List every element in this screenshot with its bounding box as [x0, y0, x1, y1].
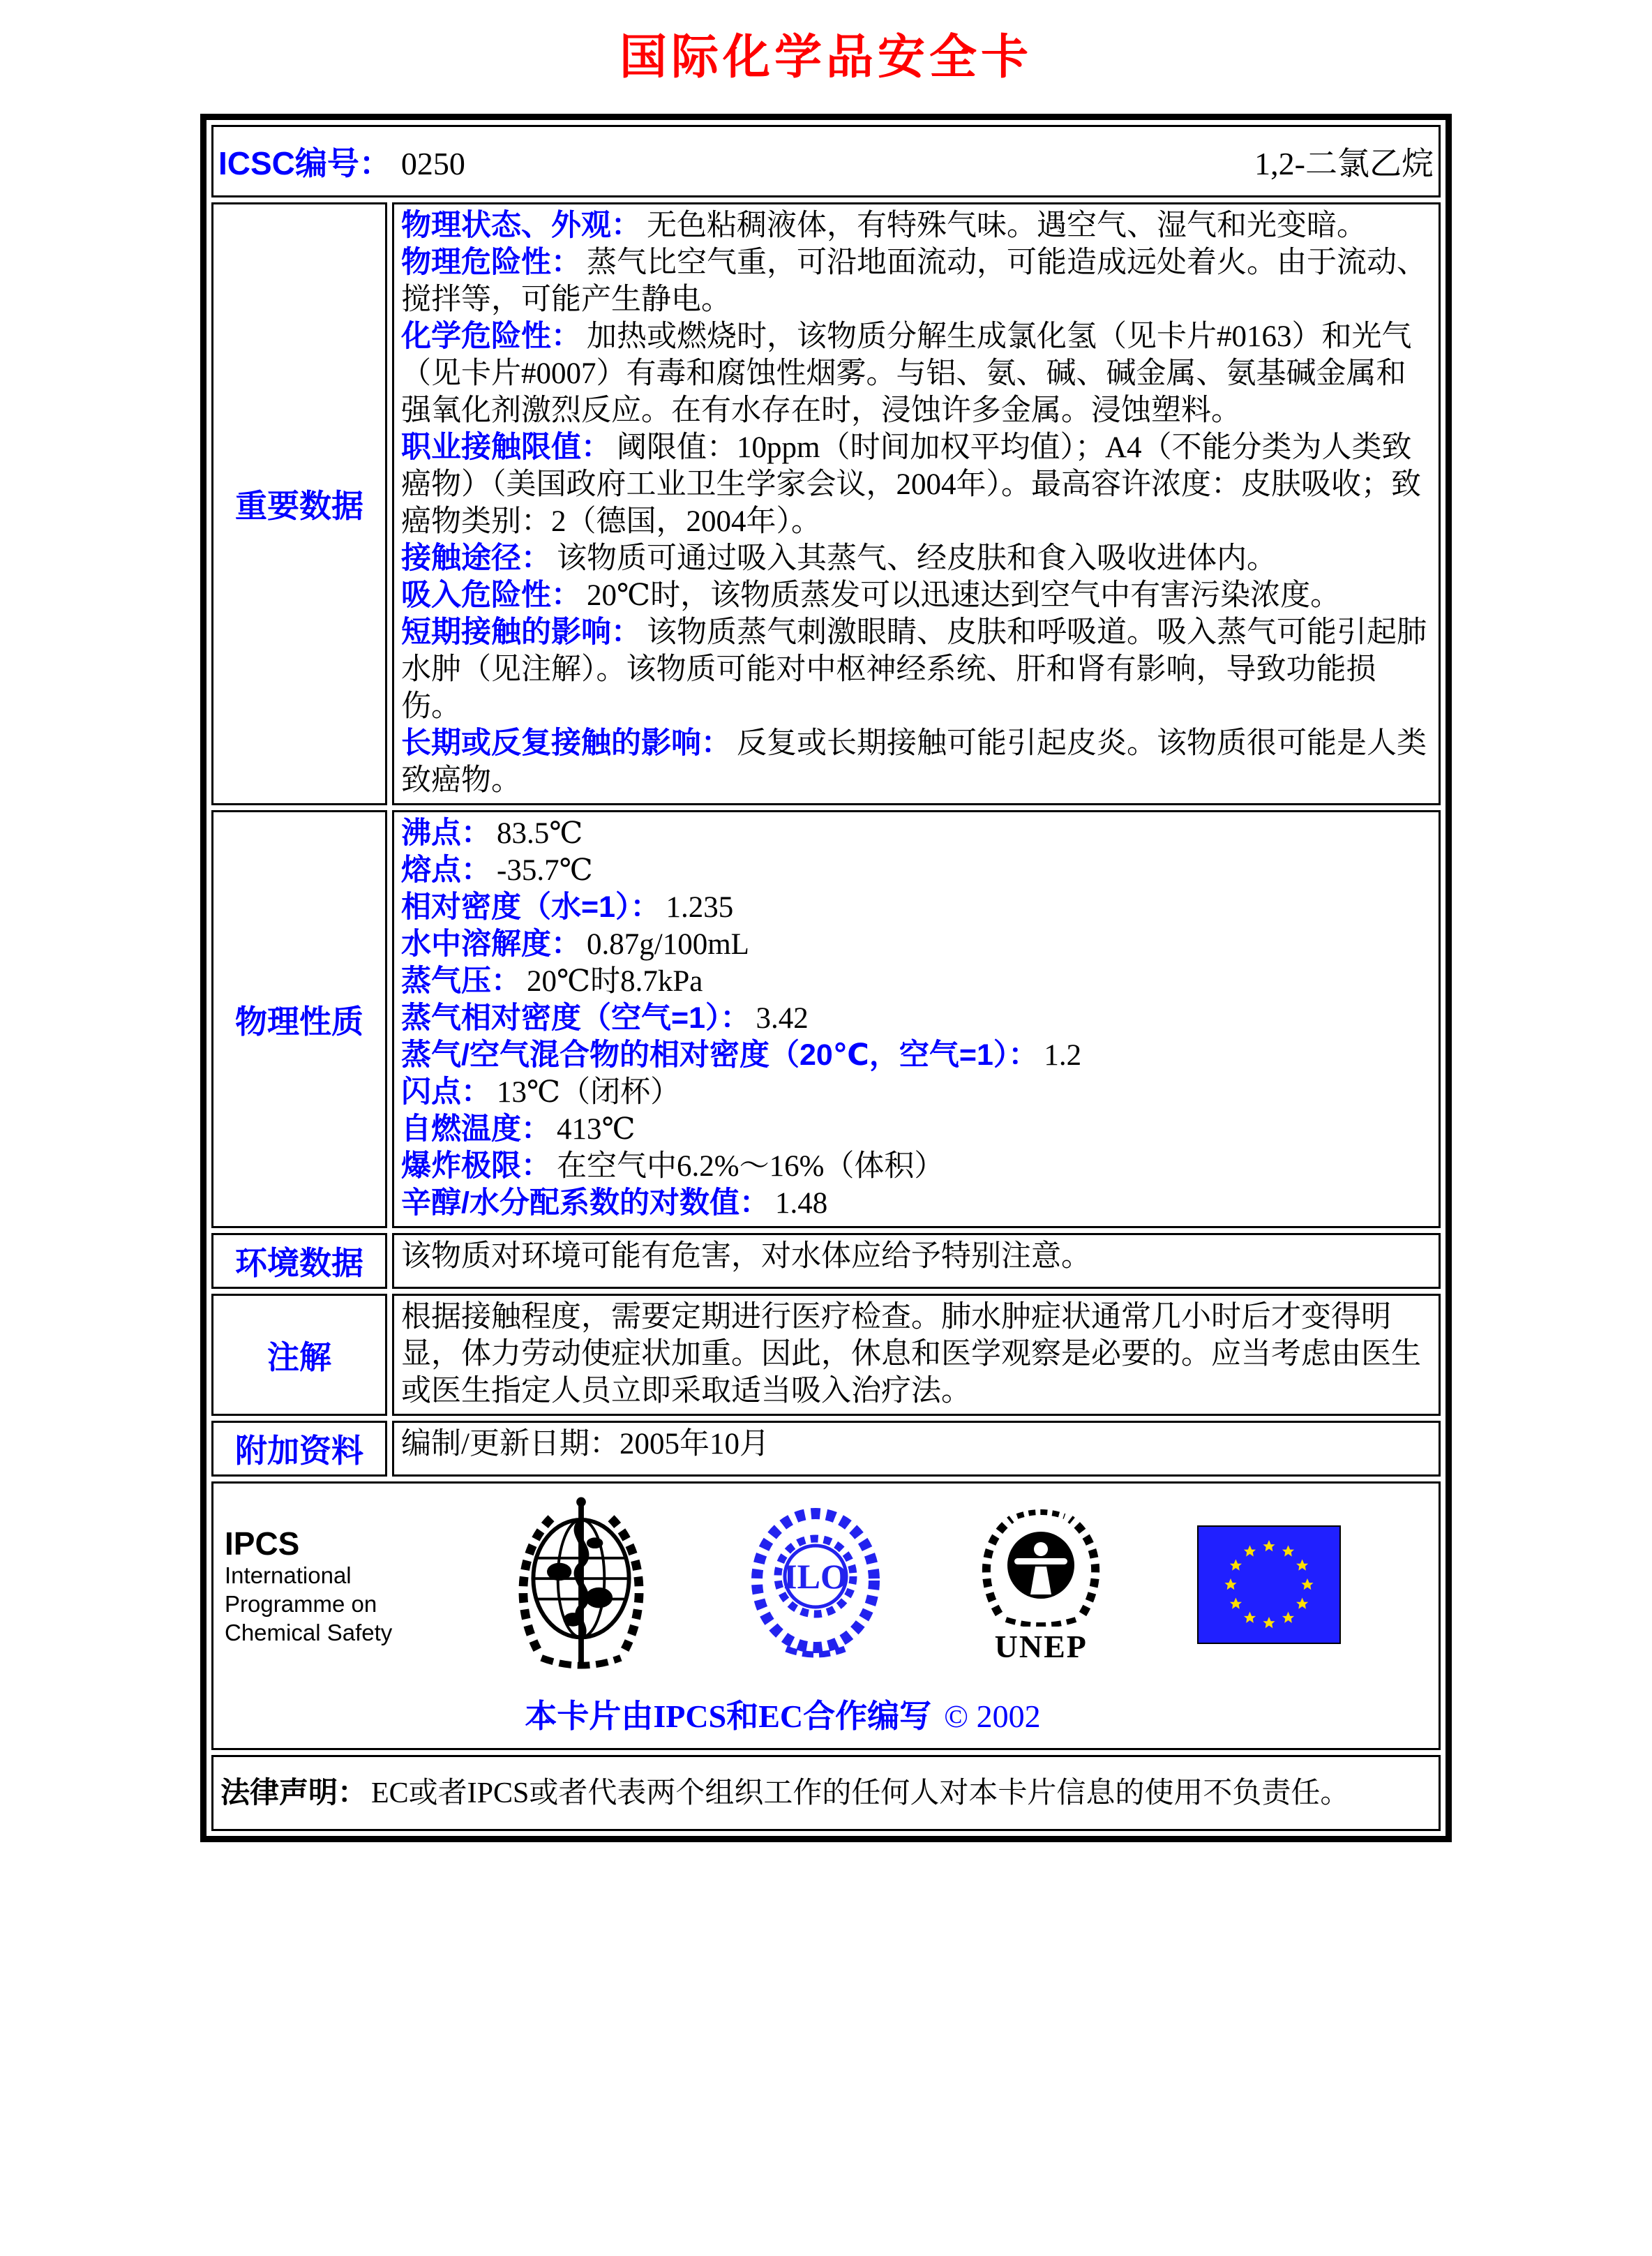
- field-label: 职业接触限值：: [401, 431, 611, 464]
- field-value: 无色粘稠液体，有特殊气味。遇空气、湿气和光变暗。: [647, 209, 1367, 242]
- ipcs-subtitle-line1: International: [225, 1562, 352, 1588]
- chemical-name: 1,2-二氯乙烷: [1254, 146, 1434, 181]
- physical-properties-content: [392, 810, 1441, 1228]
- field-label: 蒸气压：: [401, 964, 521, 998]
- field-value: 1.2: [1044, 1039, 1082, 1072]
- field-row: [401, 1000, 1429, 1037]
- icsc-card-table: [200, 114, 1452, 1842]
- field-row: [401, 963, 1429, 1000]
- environmental-data-text: 该物质对环境可能有危害，对水体应给予特别注意。: [392, 1233, 1441, 1289]
- header-cell: [211, 125, 1441, 197]
- notes-row: [211, 1294, 1441, 1416]
- field-value: 该物质可通过吸入其蒸气、经皮肤和食入吸收进体内。: [557, 542, 1277, 575]
- important-data-content: [392, 202, 1441, 805]
- field-value: 1.235: [666, 891, 734, 924]
- unep-label: UNEP: [994, 1629, 1088, 1664]
- additional-info-row-label: 附加资料: [211, 1421, 387, 1477]
- field-row: [401, 1037, 1429, 1074]
- copyright-text: © 2002: [944, 1698, 1041, 1734]
- field-row: [401, 889, 1429, 926]
- ipcs-text-block: [225, 1526, 416, 1647]
- field-label: 爆炸极限：: [401, 1149, 551, 1183]
- field-row: [401, 1111, 1429, 1148]
- field-row: [401, 926, 1429, 963]
- field-row: [401, 1074, 1429, 1111]
- field-label: 吸入危险性：: [401, 578, 581, 612]
- unep-icon: [981, 1509, 1101, 1630]
- footer-caption-text: 本卡片由IPCS和EC合作编写: [525, 1698, 932, 1734]
- logos-cell: [211, 1481, 1441, 1750]
- additional-info-row: [211, 1421, 1441, 1477]
- field-value: 阈限值：10ppm（时间加权平均值）；A4（不能分类为人类致癌物）（美国政府工业卫生学家会议，2004年）。最高容许浓度：皮肤吸收；致癌物类别：2（德国，2004年）。: [401, 431, 1421, 538]
- field-value: 0.87g/100mL: [587, 928, 749, 961]
- legal-row: [211, 1755, 1441, 1831]
- logos-row: [211, 1481, 1441, 1750]
- field-label: 自燃温度：: [401, 1112, 551, 1146]
- important-data-row: [211, 202, 1441, 805]
- header-row: [211, 125, 1441, 197]
- page-title: 国际化学品安全卡: [619, 29, 1032, 85]
- field-row: [401, 429, 1429, 540]
- legal-label: 法律声明：: [220, 1776, 368, 1809]
- field-value: 13℃（闭杯）: [497, 1076, 681, 1109]
- icsc-card-page: [0, 20, 1652, 2256]
- field-label: 熔点：: [401, 853, 491, 887]
- field-row: [401, 207, 1429, 244]
- field-value: 蒸气比空气重，可沿地面流动，可能造成远处着火。由于流动、搅拌等，可能产生静电。: [401, 246, 1427, 316]
- physical-properties-row-label: 物理性质: [211, 810, 387, 1228]
- who-icon: [513, 1493, 649, 1680]
- notes-row-label: 注解: [211, 1294, 387, 1416]
- field-row: [401, 577, 1429, 614]
- field-value: 20℃时，该物质蒸发可以迅速达到空气中有害污染浓度。: [587, 579, 1341, 612]
- field-row: [401, 1185, 1429, 1222]
- field-label: 蒸气相对密度（空气=1）：: [401, 1001, 751, 1035]
- field-label: 化学危险性：: [401, 320, 581, 353]
- physical-properties-row: [211, 810, 1441, 1228]
- eu-flag-icon: [1197, 1525, 1341, 1648]
- field-value: 413℃: [557, 1113, 636, 1146]
- field-row: [401, 725, 1429, 799]
- field-row: [401, 852, 1429, 889]
- notes-text: 根据接触程度，需要定期进行医疗检查。肺水肿症状通常几小时后才变得明显，体力劳动使症状加重。因此，休息和医学观察是必要的。应当考虑由医生或医生指定人员立即采取适当吸入治疗法。: [392, 1294, 1441, 1416]
- ipcs-subtitle-line3: Chemical Safety: [225, 1620, 393, 1645]
- field-row: [401, 815, 1429, 852]
- field-value: 20℃时8.7kPa: [527, 965, 703, 998]
- field-value: 1.48: [774, 1187, 828, 1220]
- field-label: 沸点：: [401, 816, 491, 850]
- important-data-row-label: 重要数据: [211, 202, 387, 805]
- ilo-icon: [746, 1507, 885, 1666]
- field-label: 辛醇/水分配系数的对数值：: [401, 1186, 769, 1220]
- ipcs-subtitle-line2: Programme on: [225, 1591, 377, 1617]
- footer-caption: [225, 1691, 1341, 1737]
- field-label: 物理状态、外观：: [401, 209, 641, 242]
- field-row: [401, 614, 1429, 725]
- field-label: 蒸气/空气混合物的相对密度（20℃，空气=1）：: [401, 1038, 1039, 1072]
- field-value: 加热或燃烧时，该物质分解生成氯化氢（见卡片#0163）和光气（见卡片#0007）有毒和腐蚀性烟雾。与铝、氨、碱、碱金属、氨基碱金属和强氧化剂激烈反应。在有水存在时，浸蚀许多金属。浸蚀塑料。: [401, 320, 1412, 427]
- field-value: 该物质蒸气刺激眼睛、皮肤和呼吸道。吸入蒸气可能引起肺水肿（见注解）。该物质可能对中枢神经系统、肝和肾有影响，导致功能损伤。: [401, 616, 1427, 723]
- legal-text: EC或者IPCS或者代表两个组织工作的任何人对本卡片信息的使用不负责任。: [371, 1777, 1350, 1809]
- additional-info-text: 编制/更新日期：2005年10月: [392, 1421, 1441, 1477]
- field-label: 接触途径：: [401, 541, 551, 575]
- ipcs-title: IPCS: [225, 1525, 300, 1562]
- field-row: [401, 318, 1429, 429]
- environmental-data-row: [211, 1233, 1441, 1289]
- field-row: [401, 540, 1429, 577]
- field-value: 反复或长期接触可能引起皮炎。该物质很可能是人类致癌物。: [401, 727, 1427, 797]
- icsc-number-group: [218, 138, 465, 184]
- field-value: 83.5℃: [497, 817, 583, 850]
- field-label: 短期接触的影响：: [401, 615, 641, 649]
- legal-cell: [211, 1755, 1441, 1831]
- environmental-data-row-label: 环境数据: [211, 1233, 387, 1289]
- field-row: [401, 1148, 1429, 1185]
- field-value: 3.42: [756, 1002, 809, 1035]
- icsc-number-value: 0250: [400, 146, 465, 181]
- unep-logo-block: [981, 1509, 1101, 1664]
- icsc-number-label: ICSC编号：: [218, 145, 391, 181]
- field-value: -35.7℃: [497, 854, 593, 887]
- field-label: 长期或反复接触的影响：: [401, 726, 731, 760]
- field-value: 在空气中6.2%～16%（体积）: [557, 1150, 945, 1183]
- svg-text:ILO: ILO: [783, 1557, 848, 1596]
- field-label: 闪点：: [401, 1075, 491, 1109]
- field-label: 水中溶解度：: [401, 927, 581, 961]
- field-row: [401, 244, 1429, 318]
- field-label: 物理危险性：: [401, 246, 581, 279]
- field-label: 相对密度（水=1）：: [401, 890, 661, 924]
